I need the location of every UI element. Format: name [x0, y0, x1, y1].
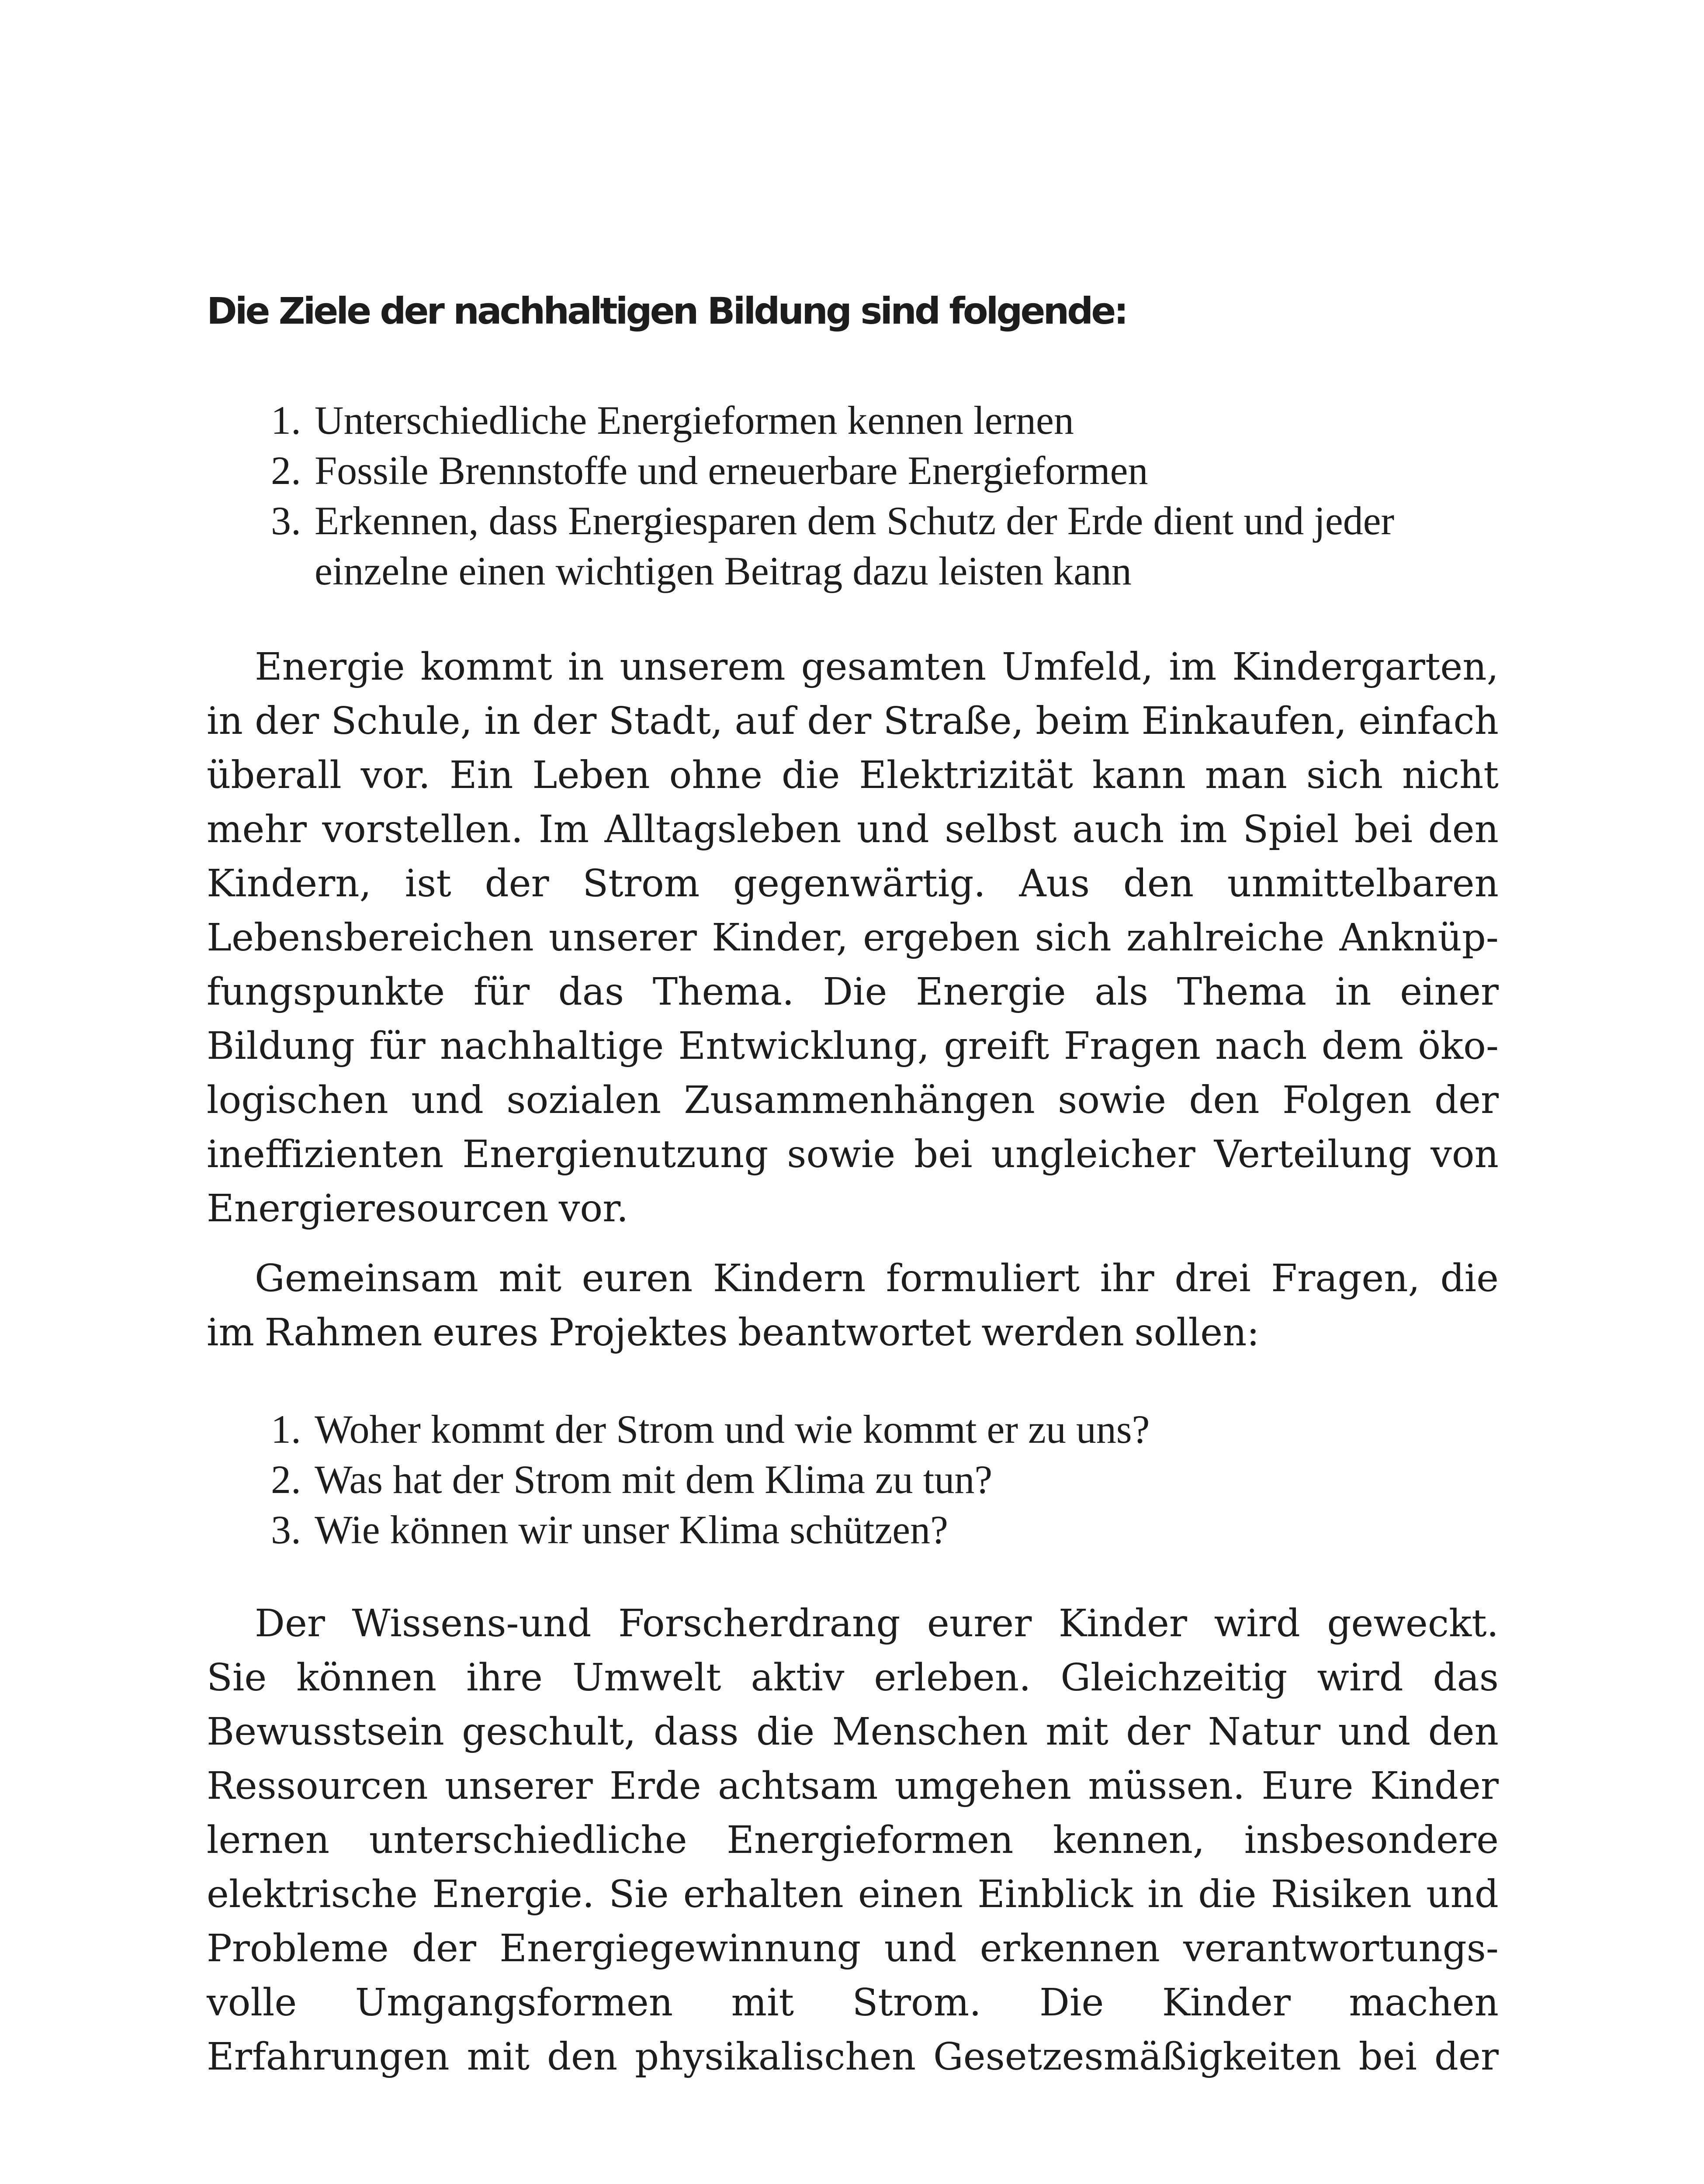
paragraph-line: Ressourcen unserer Erde achtsam umgehen müssen. Eure Kinder [207, 1764, 1499, 1808]
list-item-text: Woher kommt der Strom und wie kommt er zu uns? [315, 1407, 1150, 1451]
list-item [271, 395, 1394, 446]
list-item-text: Fossile Brennstoffe und erneuerbare Energieformen [315, 448, 1148, 493]
paragraph-line: volle Umgangsformen mit Strom. Die Kinder machen [207, 1981, 1499, 2025]
list-item-number: 3. [271, 1507, 301, 1552]
list-item-text-continued: einzelne einen wichtigen Beitrag dazu leisten kann [315, 549, 1132, 593]
paragraph-line: lernen unterschiedliche Energieformen kennen, insbesondere [207, 1818, 1499, 1862]
paragraph-line: im Rahmen eures Projektes beantwortet werden sollen: [207, 1311, 1260, 1355]
paragraph-line: Sie können ihre Umwelt aktiv erleben. Gleichzeitig wird das [207, 1656, 1499, 1700]
list-item [271, 1455, 1150, 1505]
list-item [271, 446, 1394, 496]
paragraph-line: elektrische Energie. Sie erhalten einen Einblick in die Risiken und [207, 1873, 1499, 1916]
list-item-number: 1. [271, 398, 301, 442]
list-item-text: Unterschiedliche Energieformen kennen lernen [315, 398, 1074, 442]
list-item [271, 496, 1394, 596]
paragraph-energy [207, 640, 1499, 1236]
paragraph-line: mehr vorstellen. Im Alltagsleben und selbst auch im Spiel bei den [207, 808, 1499, 851]
paragraph-line: logischen und sozialen Zusammenhängen sowie den Folgen der [207, 1078, 1499, 1122]
paragraph-line: Probleme der Energiegewinnung und erkennen verantwortungs- [207, 1927, 1499, 1970]
paragraph-line: Erfahrungen mit den physikalischen Gesetzesmäßigkeiten bei der [207, 2035, 1499, 2079]
goals-list [271, 395, 1394, 596]
paragraph-line: fungspunkte für das Thema. Die Energie als Thema in einer [207, 970, 1499, 1014]
paragraph-line: in der Schule, in der Stadt, auf der Straße, beim Einkaufen, einfach [207, 699, 1499, 743]
questions-list [271, 1404, 1150, 1555]
list-item [271, 1404, 1150, 1455]
paragraph-line: Lebensbereichen unserer Kinder, ergeben sich zahlreiche Anknüp- [207, 916, 1499, 960]
list-item-text: Wie können wir unser Klima schützen? [315, 1507, 948, 1552]
list-item-text: Erkennen, dass Energiesparen dem Schutz der Erde dient und jeder [315, 498, 1395, 543]
paragraph-line: Kindern, ist der Strom gegenwärtig. Aus den unmittelbaren [207, 862, 1499, 905]
paragraph-line: überall vor. Ein Leben ohne die Elektrizität kann man sich nicht [207, 753, 1499, 797]
list-item [271, 1505, 1150, 1555]
paragraph-line: Bildung für nachhaltige Entwicklung, greift Fragen nach dem öko- [207, 1024, 1499, 1068]
paragraph-line: ineffizienten Energienutzung sowie bei ungleicher Verteilung von [207, 1133, 1499, 1176]
paragraph-line: Energie kommt in unserem gesamten Umfeld, im Kindergarten, [255, 645, 1499, 689]
paragraph-line: Gemeinsam mit euren Kindern formuliert ihr drei Fragen, die [255, 1257, 1499, 1300]
section-heading: Die Ziele der nachhaltigen Bildung sind folgende: [207, 290, 1126, 332]
list-item-number: 2. [271, 1457, 301, 1502]
paragraph-line: Bewusstsein geschult, dass die Menschen mit der Natur und den [207, 1710, 1499, 1754]
list-item-number: 1. [271, 1407, 301, 1451]
paragraph-line: Energieresourcen vor. [207, 1187, 629, 1230]
paragraph-questions-intro [207, 1251, 1499, 1360]
paragraph-learning [207, 1597, 1499, 2084]
list-item-text: Was hat der Strom mit dem Klima zu tun? [315, 1457, 993, 1502]
list-item-number: 2. [271, 448, 301, 493]
paragraph-line: Der Wissens-und Forscherdrang eurer Kinder wird geweckt. [255, 1602, 1499, 1645]
list-item-number: 3. [271, 498, 301, 543]
